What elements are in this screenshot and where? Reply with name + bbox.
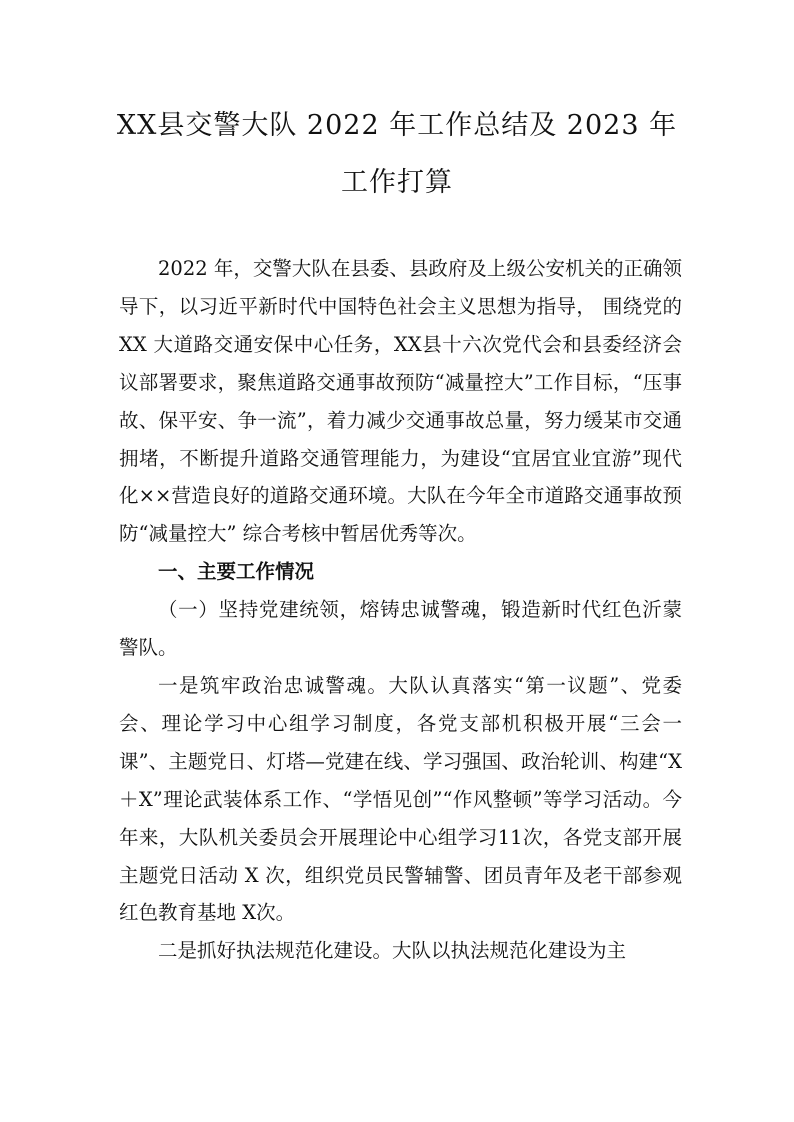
subsection-heading-party-building: （一）坚持党建统领，熔铸忠诚警魂，锻造新时代红色沂蒙警队。 <box>119 598 682 660</box>
section-heading-main-work: 一、主要工作情况 <box>158 560 315 584</box>
intro-paragraph: 2022 年，交警大队在县委、县政府及上级公安机关的正确领导下，以习近平新时代中国特色社会主义思想为指导， 围绕党的 XX 大道路交通安保中心任务，XX县十六次党代会和县委经济会议部署要求，聚焦道路交通事故预防“减量控大”工作目标，“压事故、保平安、争一流”，着力减少交通事故总量，努力缓某市交通拥堵，不断提升道路交通管理能力，为建设“宜居宜业宜游”现代化××营造良好的道路交通环境。大队在今年全市道路交通事故预防“减量控大” 综合考核中暂居优秀等次。 <box>119 257 682 546</box>
paragraph-political-loyalty: 一是筑牢政治忠诚警魂。大队认真落实“第一议题”、党委会、理论学习中心组学习制度，各党支部机积极开展“三会一课”、主题党日、灯塔—党建在线、学习强国、政治轮训、构建“X＋X”理论武装体系工作、“学悟见创”“作风整顿”等学习活动。今年来，大队机关委员会开展理论中心组学习11次，各党支部开展主题党日活动 X 次，组织党员民警辅警、团员青年及老干部参观红色教育基地 X次。 <box>119 673 682 925</box>
paragraph-law-enforcement: 二是抓好执法规范化建设。大队以执法规范化建设为主 <box>158 939 627 963</box>
document-title-line-1: XX县交警大队 2022 年工作总结及 2023 年 <box>116 110 678 141</box>
document-title-line-2: 工作打算 <box>341 167 453 198</box>
document-body <box>119 250 682 970</box>
